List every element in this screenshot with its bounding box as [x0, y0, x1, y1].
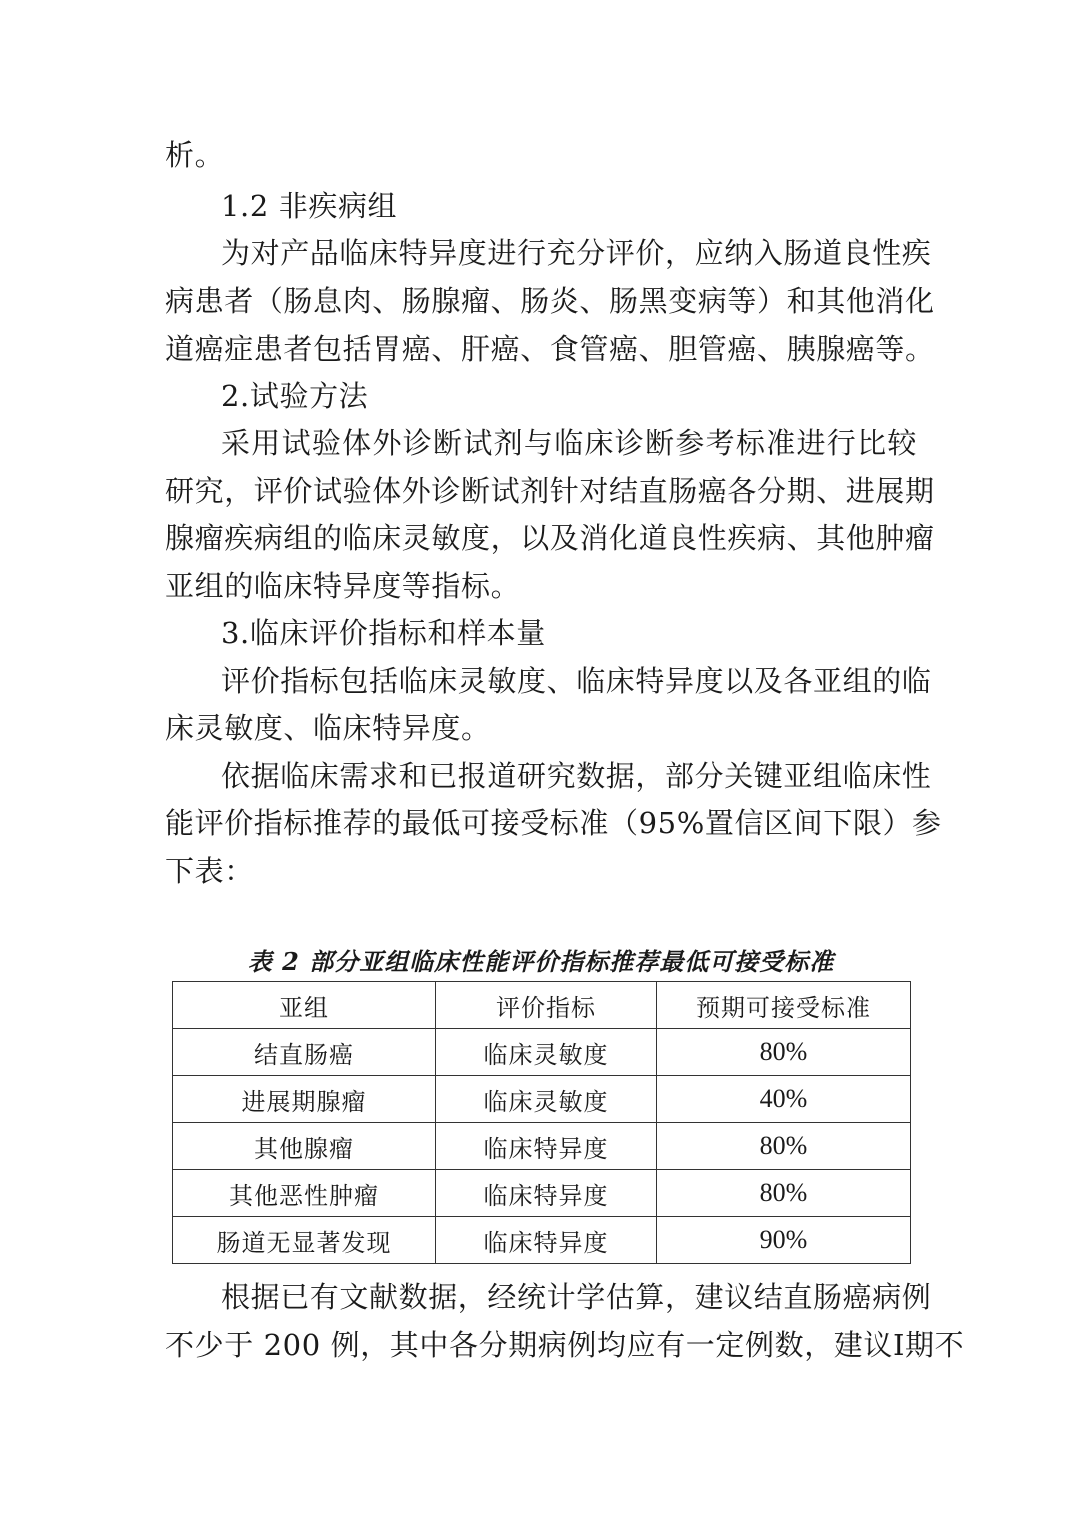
table-header-cell: 亚组 [173, 982, 436, 1029]
table-cell-subgroup: 其他腺瘤 [173, 1123, 436, 1170]
table-header-cell: 预期可接受标准 [657, 982, 911, 1029]
paragraph-line: 为对产品临床特异度进行充分评价，应纳入肠道良性疾 [221, 236, 932, 270]
paragraph-line: 研究，评价试验体外诊断试剂针对结直肠癌各分期、进展期 [165, 474, 935, 508]
paragraph-line: 不少于 200 例，其中各分期病例均应有一定例数，建议I期不 [165, 1328, 965, 1362]
paragraph-line: 下表： [165, 854, 254, 888]
table-header-cell: 评价指标 [436, 982, 657, 1029]
table-cell-subgroup: 其他恶性肿瘤 [173, 1170, 436, 1217]
table-cell-subgroup: 进展期腺瘤 [173, 1076, 436, 1123]
section-heading-1-2: 1.2 非疾病组 [221, 189, 398, 223]
paragraph-line: 评价指标包括临床灵敏度、临床特异度以及各亚组的临 [221, 664, 932, 698]
paragraph-line: 亚组的临床特异度等指标。 [165, 569, 521, 603]
table-cell-indicator: 临床特异度 [436, 1123, 657, 1170]
table-row [173, 1029, 911, 1076]
table-cell-standard: 90% [657, 1217, 911, 1264]
table-cell-indicator: 临床灵敏度 [436, 1076, 657, 1123]
paragraph-line: 能评价指标推荐的最低可接受标准（95%置信区间下限）参 [165, 806, 942, 840]
table-cell-standard: 80% [657, 1029, 911, 1076]
table-cell-standard: 80% [657, 1170, 911, 1217]
paragraph-line: 依据临床需求和已报道研究数据，部分关键亚组临床性 [221, 759, 932, 793]
table-cell-subgroup: 结直肠癌 [173, 1029, 436, 1076]
table-cell-standard: 40% [657, 1076, 911, 1123]
table-cell-indicator: 临床特异度 [436, 1170, 657, 1217]
table-row [173, 1217, 911, 1264]
criteria-table [172, 981, 911, 1264]
table-cell-standard: 80% [657, 1123, 911, 1170]
paragraph-line: 床灵敏度、临床特异度。 [165, 711, 491, 745]
paragraph-line: 腺瘤疾病组的临床灵敏度，以及消化道良性疾病、其他肿瘤 [165, 521, 935, 555]
section-heading-3: 3.临床评价指标和样本量 [221, 616, 546, 650]
table-cell-indicator: 临床特异度 [436, 1217, 657, 1264]
table-row [173, 1170, 911, 1217]
paragraph-line: 道癌症患者包括胃癌、肝癌、食管癌、胆管癌、胰腺癌等。 [165, 332, 935, 366]
table-caption: 表 2 部分亚组临床性能评价指标推荐最低可接受标准 [247, 947, 835, 976]
table-cell-subgroup: 肠道无显著发现 [173, 1217, 436, 1264]
table-row [173, 1123, 911, 1170]
table-cell-indicator: 临床灵敏度 [436, 1029, 657, 1076]
paragraph-line: 析。 [165, 138, 225, 172]
table-header-row [173, 982, 911, 1029]
section-heading-2: 2.试验方法 [221, 379, 369, 413]
paragraph-line: 采用试验体外诊断试剂与临床诊断参考标准进行比较 [221, 426, 917, 460]
paragraph-line: 病患者（肠息肉、肠腺瘤、肠炎、肠黑变病等）和其他消化 [165, 284, 935, 318]
table-row [173, 1076, 911, 1123]
paragraph-line: 根据已有文献数据，经统计学估算，建议结直肠癌病例 [221, 1280, 932, 1314]
